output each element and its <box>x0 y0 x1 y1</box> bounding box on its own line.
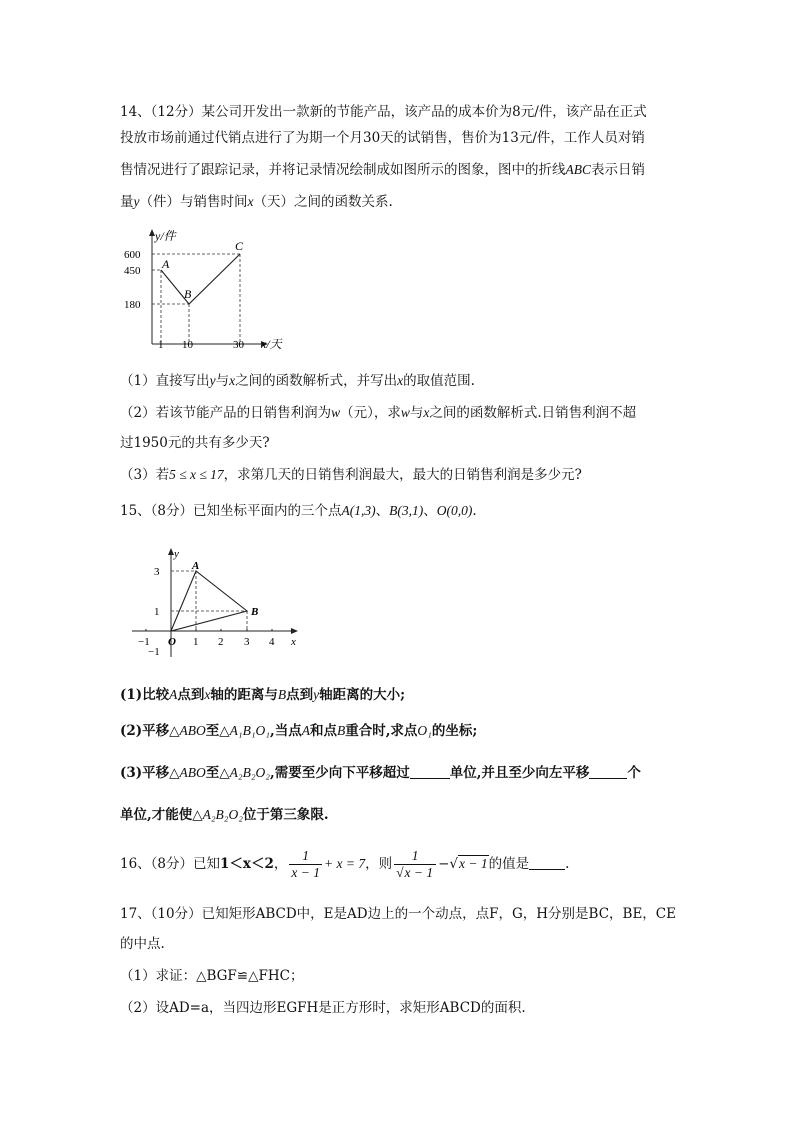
q15-sub-2: (2)平移△ABO至△A₁B₁O₁,当点A和点B重合时,求点O₁的坐标; <box>120 723 478 739</box>
x-tick-1: 1 <box>193 636 199 648</box>
x-tick-1: 1 <box>158 339 164 351</box>
q15-coordinate-graph <box>128 545 308 665</box>
x-axis-label: x <box>291 636 296 648</box>
x-tick-30: 30 <box>233 339 244 351</box>
y-tick-3: 3 <box>154 566 160 578</box>
q15-sub-3: (3)平移△ABO至△A₂B₂O₂,需要至少向下平移超过 单位,并且至少向左平移 个 <box>120 765 641 781</box>
triangle-abo <box>171 571 247 631</box>
answer-blank-left[interactable] <box>589 764 627 779</box>
q14-sub-3: （3）若5 ≤ x ≤ 17，求第几天的日销售利润最大，最大的日销售利润是多少元? <box>120 467 582 483</box>
q17-sub-1: （1）求证：△BGF≌△FHC； <box>120 968 304 984</box>
q14-line-4: 量y（件）与销售时间x（天）之间的函数关系. <box>120 194 393 210</box>
q14-sales-chart <box>118 226 298 356</box>
answer-blank-down[interactable] <box>410 764 450 779</box>
origin-label: O <box>168 636 176 648</box>
fraction-2: $\frac{1}{√x - 1}$ <box>394 848 436 881</box>
q16-line: 16、（8分）已知1＜x＜2， $\frac{1}{x - 1}$ + x = 7，则 $\frac{1}{√x - 1}$ −√x − 1的值是 . <box>120 848 570 880</box>
x-axis-arrow <box>291 628 298 634</box>
q14-line-2: 投放市场前通过代销点进行了为期一个月30天的试销售，售价为13元/件，工作人员对销 <box>120 130 645 146</box>
fraction-1: $\frac{1}{x - 1}$ <box>291 848 320 880</box>
q14-sub-1: （1）直接写出y与x之间的函数解析式，并写出x的取值范围. <box>120 373 475 389</box>
y-axis-label: y <box>174 548 179 560</box>
q14-line-3: 售情况进行了跟踪记录，并将记录情况绘制成如图所示的图象，图中的折线ABC表示日销 <box>120 162 645 178</box>
q14-line-1: 14、（12分）某公司开发出一款新的节能产品，该产品的成本价为8元/件，该产品在正式 <box>120 104 647 120</box>
q17-sub-2: （2）设AD=a，当四边形EGFH是正方形时，求矩形ABCD的面积. <box>120 1000 526 1016</box>
answer-blank-q16[interactable] <box>529 855 565 870</box>
x-axis-label: x/天 <box>261 337 282 351</box>
y-axis-label: y/件 <box>155 229 176 243</box>
y-tick-450: 450 <box>124 265 141 277</box>
y-tick-180: 180 <box>124 299 141 311</box>
y-tick-1: 1 <box>154 606 160 618</box>
q15-intro: 15、（8分）已知坐标平面内的三个点A(1,3)、B(3,1)、O(0,0). <box>120 503 477 519</box>
x-tick-2: 2 <box>218 636 224 648</box>
x-tick-4: 4 <box>269 636 275 648</box>
q17-line-2: 的中点. <box>120 936 165 952</box>
polyline-abc <box>161 254 240 304</box>
x-tick-3: 3 <box>244 636 250 648</box>
q15-sub-1: (1)比较A点到x轴的距离与B点到y轴距离的大小; <box>120 687 406 703</box>
x-tick-neg1: −1 <box>138 636 150 648</box>
q14-sub-2: （2）若该节能产品的日销售利润为w（元），求w与x之间的函数解析式.日销售利润不超 <box>120 405 637 421</box>
q15-sub-3-cont: 单位,才能使△A₂B₂O₂位于第三象限. <box>120 807 329 823</box>
y-tick-600: 600 <box>124 249 141 261</box>
x-tick-10: 10 <box>182 339 193 351</box>
y-tick-neg1: −1 <box>148 646 160 658</box>
q17-line-1: 17、（10分）已知矩形ABCD中，E是AD边上的一个动点，点F，G，H分别是BC，BE，CE <box>120 906 676 922</box>
point-a-label: A <box>192 560 200 572</box>
point-b-label: B <box>184 287 192 301</box>
point-b-label: B <box>251 606 259 618</box>
point-c-label: C <box>235 239 244 253</box>
q14-sub-2-cont: 过1950元的共有多少天? <box>120 435 270 451</box>
point-a-label: A <box>162 257 170 271</box>
